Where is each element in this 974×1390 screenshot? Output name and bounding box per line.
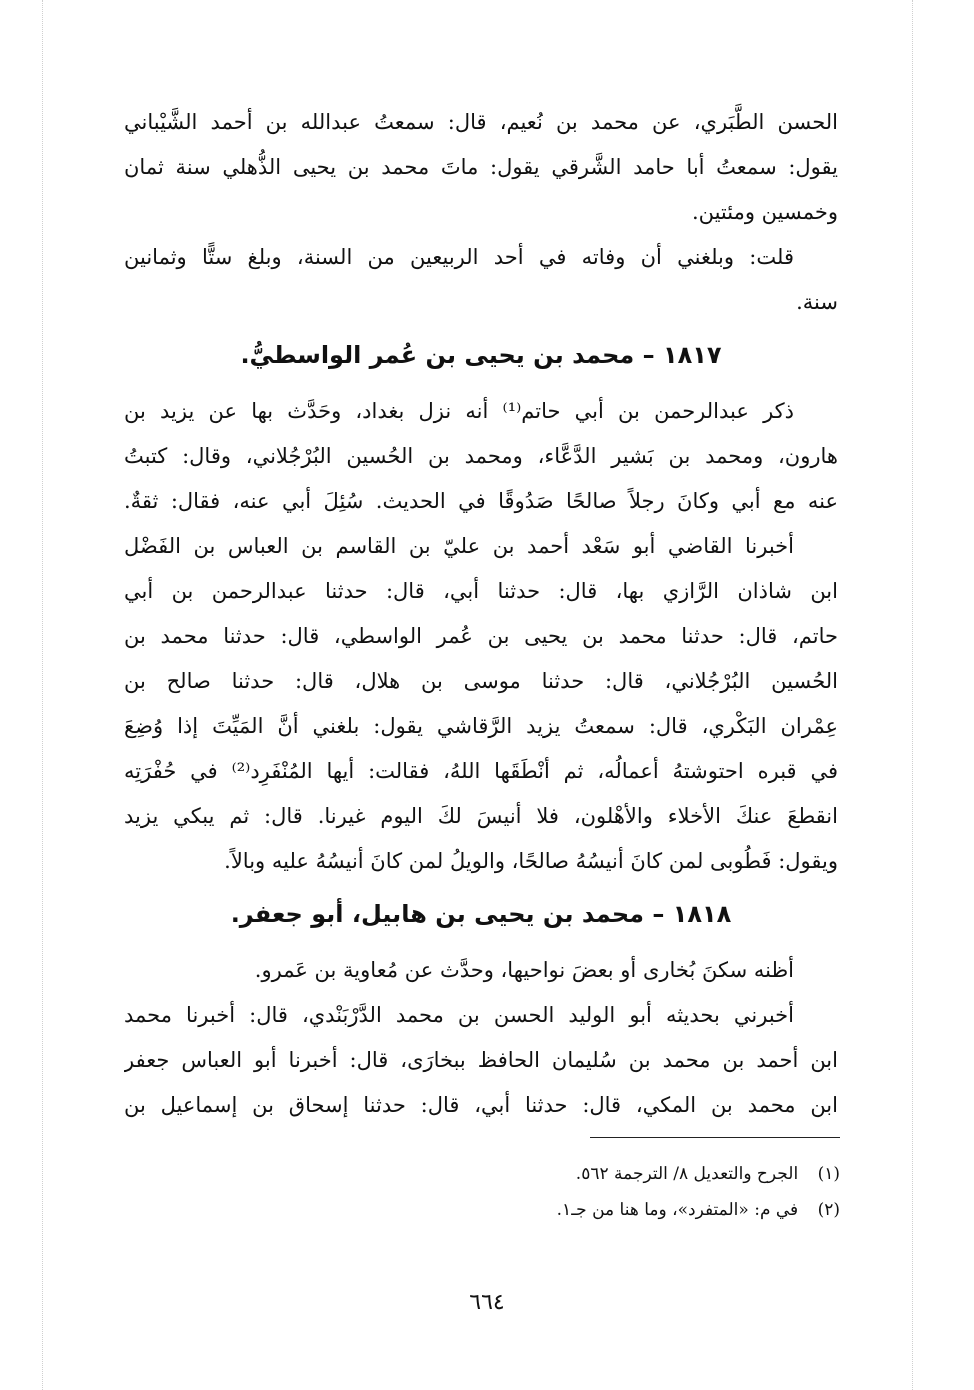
text-line: ذكر عبدالرحمن بن أبي حاتم⁽¹⁾ أنه نزل بغداد، وحَدَّث بها عن يزيد بن (124, 399, 795, 423)
text-line: أظنه سكنَ بُخارى أو بعضَ نواحيها، وحدَّث عن مُعاوية بن عَمرو. (254, 958, 794, 982)
footnote-text: الجرح والتعديل ٨/ الترجمة ٥٦٢. (575, 1164, 799, 1184)
entry-heading-1818 (124, 884, 838, 948)
text-line: وخمسين ومئتين. (691, 200, 838, 224)
text-line: ابن محمد بن المكي، قال: حدثنا أبي، قال: حدثنا إسحاق بن إسماعيل بن (124, 1093, 838, 1117)
text-line: الحسن الطَّبَري، عن محمد بن نُعيم، قال: سمعتُ عبدالله بن أحمد الشَّيْباني (124, 110, 838, 134)
footnote-divider (590, 1137, 840, 1138)
text-line: عِمْران البَكْري، قال: سمعتُ يزيد الرَّقاشي يقول: بلغني أنَّ المَيِّتَ إذا وُضِعَ (124, 714, 838, 738)
text-line: حاتم، قال: حدثنا محمد بن يحيى بن عُمر الواسطي، قال: حدثنا محمد بن (124, 624, 838, 648)
footnote-text: في م: «المتفرد»، وما هنا من جـ١. (556, 1200, 799, 1220)
heading-dash: – (643, 900, 665, 928)
entry-title: محمد بن يحيى بن عُمر الواسطيُّ. (240, 341, 635, 369)
text-line: يقول: سمعتُ أبا حامد الشَّرقي يقول: ماتَ محمد بن يحيى الذُّهلي سنة ثمان (124, 155, 838, 179)
footnote-number: (١) (817, 1164, 840, 1184)
text-line: ويقول: فَطُوبى لمن كانَ أنيسُهُ صالحًا، والويلُ لمن كانَ أنيسُهُ عليه وبالاً. (224, 849, 838, 873)
entry-number: ١٨١٨ (672, 900, 732, 928)
page-edge-dots-right (912, 0, 913, 1390)
text-line: ابن شاذان الرَّازي بها، قال: حدثنا أبي، قال: حدثنا عبدالرحمن بن أبي (124, 579, 838, 603)
footnote-1 (400, 1156, 840, 1192)
page-edge-dots-left (42, 0, 43, 1390)
main-text (124, 100, 838, 1128)
text-line: أخبرني بحديثه أبو الوليد الحسن بن محمد الدَّرْبَنْدي، قال: أخبرنا محمد (124, 1003, 794, 1027)
text-line: انقطعَ عنكَ الأخلاء والأهْلون، فلا أنيسَ لكَ اليوم غيرنا. قال: ثم يبكي يزيد (124, 804, 838, 828)
page-number: ٦٦٤ (469, 1290, 505, 1315)
text-line: هارون، ومحمد بن بَشير الدَّعَّاء، ومحمد بن الحُسين البُرْجُلاني، وقال: كتبتُ (124, 444, 838, 468)
entry-number: ١٨١٧ (662, 341, 722, 369)
footnote-number: (٢) (817, 1200, 840, 1220)
entry-title: محمد بن يحيى بن هابيل، أبو جعفر. (230, 900, 644, 928)
footnotes (400, 1156, 840, 1228)
text-line: الحُسين البُرْجُلاني، قال: حدثنا موسى بن هلال، قال: حدثنا صالح بن (124, 669, 838, 693)
text-line: أخبرنا القاضي أبو سَعْد أحمد بن عليّ بن القاسم بن العباس بن الفَضْل (124, 534, 794, 558)
text-line: عنه مع أبي وكانَ رجلاً صالحًا صَدُوقًا في الحديث. سُئِلَ أبي عنه، فقال: ثقةٌ. (124, 489, 838, 513)
text-line: في قبره احتوشتهُ أعمالُه، ثم أنْطَقَها اللهُ، فقالت: أيها المُنْفَرِد⁽²⁾ في حُفْرَتِه (124, 759, 838, 783)
entry-heading-1817 (124, 325, 838, 389)
text-line: قلت: وبلغني أن وفاته في أحد الربيعين من السنة، وبلغ ستًّا وثمانين (124, 245, 794, 269)
text-line: سنة. (796, 290, 838, 314)
heading-dash: – (634, 341, 655, 369)
text-line: ابن أحمد بن محمد بن سُليمان الحافظ ببخارَى، قال: أخبرنا أبو العباس جعفر (124, 1048, 838, 1072)
footnote-2 (400, 1192, 840, 1228)
